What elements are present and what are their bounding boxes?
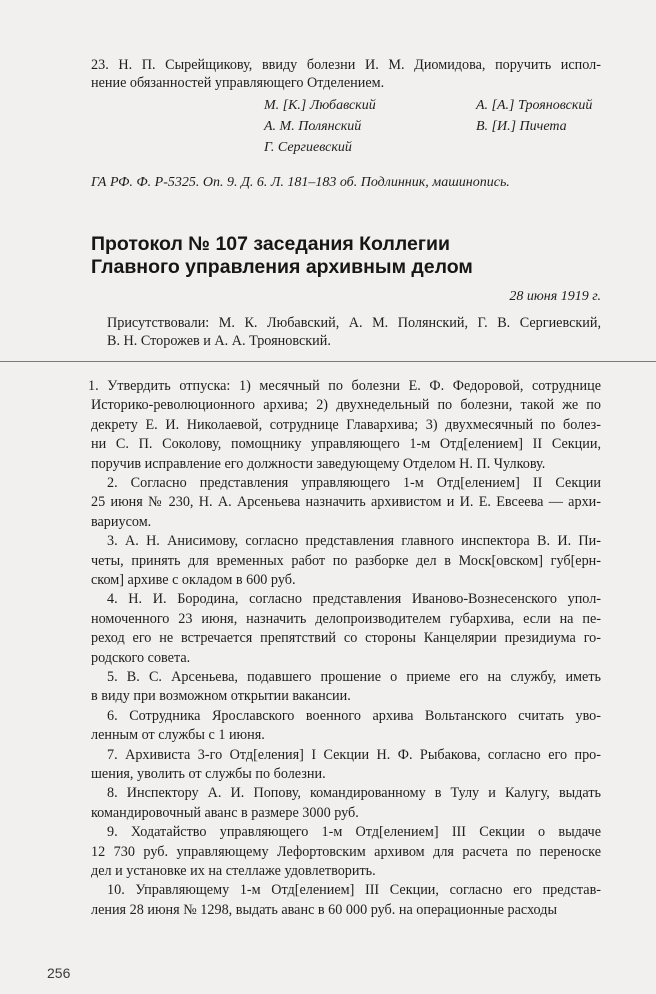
item-23-line-1: 23. Н. П. Сырейщикову, ввиду болезни И. М. Диомидова, поручить испол- — [91, 57, 601, 73]
signature-sergievsky: Г. Сергиевский — [264, 140, 352, 155]
item-8-line-2: командировочный аванс в размере 3000 руб. — [91, 804, 359, 821]
item-5-line-2: в виду при возможном открытии вакансии. — [91, 688, 351, 705]
item-1-line-1: 1. Утвердить отпуска: 1) месячный по болезни Е. Ф. Федоровой, сотруднице — [88, 378, 601, 394]
item-4-line-1: 4. Н. И. Бородина, согласно представления Иваново-Вознесенского упол- — [107, 591, 601, 608]
item-6-line-2: ленным от службы с 1 июня. — [91, 727, 265, 744]
item-1-line-5: поручив исправление его должности заведующему Отделом Н. П. Чулкову. — [91, 455, 546, 472]
item-10-line-2: ления 28 июня № 1298, выдать аванс в 60 000 руб. на операционные расходы — [91, 901, 557, 918]
protocol-date: 28 июня 1919 г. — [509, 289, 601, 304]
item-1-line-4: ни С. П. Соколову, помощнику управляющего 1-м Отд[елением] II Секции, — [91, 436, 601, 453]
section-divider — [0, 361, 656, 362]
item-5-line-1: 5. В. С. Арсеньева, подавшего прошение о приеме его на службу, иметь — [107, 669, 601, 685]
signature-troyanovsky: А. [А.] Трояновский — [476, 98, 593, 113]
signature-polyansky: А. М. Полянский — [264, 119, 362, 134]
item-4-line-3: реход его не встречается препятствий со стороны Канцелярии президиума го- — [91, 630, 601, 647]
protocol-title-line-1: Протокол № 107 заседания Коллегии — [91, 233, 450, 255]
item-2-line-3: вариусом. — [91, 513, 152, 530]
item-2-line-1: 2. Согласно представления управляющего 1-м Отд[елением] II Секции — [107, 475, 601, 491]
item-7-line-2: шения, уволить от службы по болезни. — [91, 766, 326, 782]
item-3-line-2: четы, принять для временных работ по разборке дел в Моск[овском] губ[ерн- — [91, 552, 601, 569]
signature-lyubavsky: М. [К.] Любавский — [264, 98, 376, 113]
item-3-line-1: 3. А. Н. Анисимову, согласно представления главного инспектора В. И. Пи- — [107, 533, 601, 550]
item-4-line-2: номоченного 23 июня, назначить делопроизводителем губархива, если на пе- — [91, 610, 601, 627]
item-1-line-3: декрету Е. И. Николаевой, сотруднице Главархива; 3) двухмесячный по болез- — [91, 416, 601, 433]
protocol-title-line-2: Главного управления архивным делом — [91, 256, 473, 278]
item-7-line-1: 7. Архивиста 3-го Отд[еления] I Секции Н. Ф. Рыбакова, согласно его про- — [107, 746, 601, 763]
item-23-line-2: нение обязанностей управляющего Отделением. — [91, 75, 385, 91]
item-8-line-1: 8. Инспектору А. И. Попову, командированному в Тулу и Калугу, выдать — [107, 785, 601, 802]
item-9-line-3: дел и установке их на стеллаже удовлетворить. — [91, 863, 376, 879]
item-2-line-2: 25 июня № 230, Н. А. Арсеньева назначить архивистом и И. Е. Евсеева — архи- — [91, 494, 601, 511]
item-4-line-4: родского совета. — [91, 649, 191, 666]
item-9-line-1: 9. Ходатайство управляющего 1-м Отд[елением] III Секции о выдаче — [107, 824, 601, 841]
item-9-line-2: 12 730 руб. управляющему Лефортовским архивом для расчета по переноске — [91, 843, 601, 860]
present-line-1: Присутствовали: М. К. Любавский, А. М. Полянский, Г. В. Сергиевский, — [107, 315, 601, 331]
archive-reference: ГА РФ. Ф. Р-5325. Оп. 9. Д. 6. Л. 181–183 об. Подлинник, машинопись. — [91, 175, 510, 190]
item-10-line-1: 10. Управляющему 1-м Отд[елением] III Секции, согласно его представ- — [107, 882, 601, 899]
page-number: 256 — [47, 965, 71, 981]
item-3-line-3: ском] архиве с окладом в 600 руб. — [91, 572, 296, 588]
item-1-line-2: Историко-революционного архива; 2) двухнедельный по болезни, такой же по — [91, 397, 601, 414]
present-line-2: В. Н. Сторожев и А. А. Трояновский. — [107, 333, 331, 349]
signature-picheta: В. [И.] Пичета — [476, 119, 567, 134]
item-6-line-1: 6. Сотрудника Ярославского военного архива Вольтанского считать уво- — [107, 707, 601, 724]
